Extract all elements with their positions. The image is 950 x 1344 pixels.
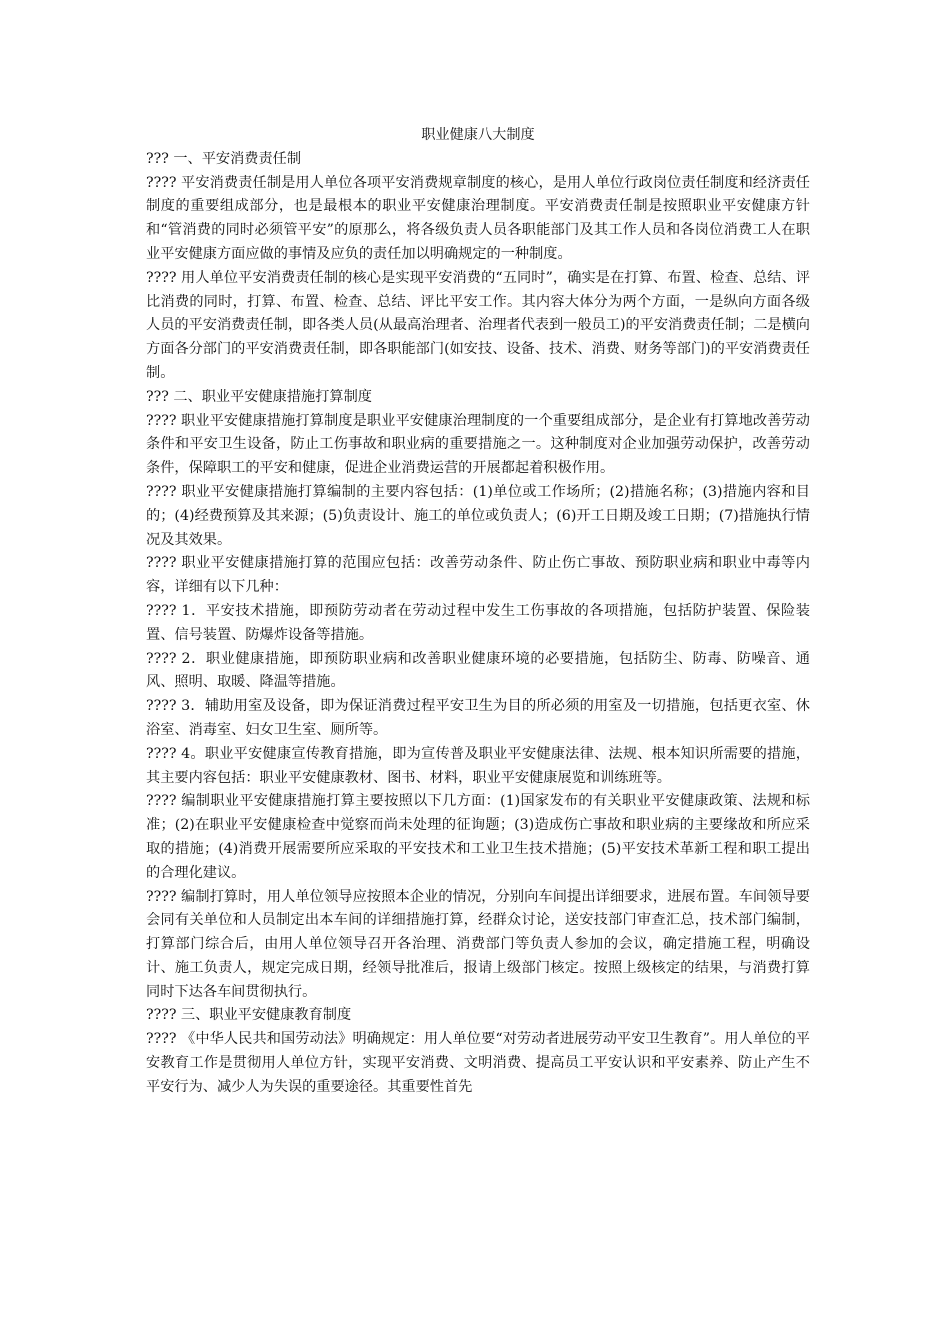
section-heading-3: ???? 三、职业平安健康教育制度 [146,1007,352,1024]
list-item: ???? 1．平安技术措施，即预防劳动者在劳动过程中发生工伤事故的各项措施，包括防护装置、保险装置、信号装置、防爆炸设备等措施。 [146,602,810,643]
paragraph: ???? 《中华人民共和国劳动法》明确规定：用人单位要“对劳动者进展劳动平安卫生教育”。用人单位的平安教育工作是贯彻用人单位方针，实现平安消费、文明消费、提高员工平安认识和平安素养、防止产生不平安行为、减少人为失误的重要途径。其重要性首先 [146,1031,810,1095]
section-heading-2: ??? 二、职业平安健康措施打算制度 [146,388,372,405]
list-item: ???? 4。职业平安健康宣传教育措施，即为宣传普及职业平安健康法律、法规、根本知识所需要的措施，其主要内容包括：职业平安健康教材、图书、材料，职业平安健康展览和训练班等。 [146,745,810,786]
section-heading-1: ??? 一、平安消费责任制 [146,150,302,167]
document-body [146,124,810,1100]
document-title: 职业健康八大制度 [421,127,535,143]
list-item: ???? 3．辅助用室及设备，即为保证消费过程平安卫生为目的所必须的用室及一切措施，包括更衣室、休浴室、消毒室、妇女卫生室、厕所等。 [146,698,810,738]
paragraph: ???? 用人单位平安消费责任制的核心是实现平安消费的“五同时”，确实是在打算、布置、检查、总结、评比消费的同时，打算、布置、检查、总结、评比平安工作。其内容大体分为两个方面，一是纵向方面各级人员的平安消费责任制，即各类人员(从最高治理者、治理者代表到一般员工)的平安消费责任制；二是横向方面各分部门的平安消费责任制，即各职能部门(如安技、设备、技术、消费、财务等部门)的平安消费责任制。 [146,269,810,381]
paragraph: ???? 编制打算时，用人单位领导应按照本企业的情况，分别向车间提出详细要求，进展布置。车间领导要会同有关单位和人员制定出本车间的详细措施打算，经群众讨论，送安技部门审查汇总，技术部门编制，打算部门综合后，由用人单位领导召开各治理、消费部门等负责人参加的会议，确定措施工程，明确设计、施工负责人，规定完成日期，经领导批准后，报请上级部门核定。按照上级核定的结果，与消费打算同时下达各车间贯彻执行。 [146,888,810,1000]
paragraph: ???? 编制职业平安健康措施打算主要按照以下几方面：(1)国家发布的有关职业平安健康政策、法规和标准；(2)在职业平安健康检查中觉察而尚未处理的征询题；(3)造成伤亡事故和职业病的主要缘故和所应采取的措施；(4)消费开展需要所应采取的平安技术和工业卫生技术措施；(5)平安技术革新工程和职工提出的合理化建议。 [146,793,810,881]
paragraph: ???? 职业平安健康措施打算的范围应包括：改善劳动条件、防止伤亡事故、预防职业病和职业中毒等内容，详细有以下几种： [146,555,810,596]
paragraph: ???? 平安消费责任制是用人单位各项平安消费规章制度的核心，是用人单位行政岗位责任制度和经济责任制度的重要组成部分，也是最根本的职业平安健康治理制度。平安消费责任制是按照职业平安健康方针和“管消费的同时必须管平安”的原那么，将各级负责人员各职能部门及其工作人员和各岗位消费工人在职业平安健康方面应做的事情及应负的责任加以明确规定的一种制度。 [146,174,810,262]
paragraph: ???? 职业平安健康措施打算编制的主要内容包括：(1)单位或工作场所；(2)措施名称；(3)措施内容和目的；(4)经费预算及其来源；(5)负责设计、施工的单位或负责人；(6)开工日期及竣工日期；(7)措施执行情况及其效果。 [146,483,810,548]
list-item: ???? 2．职业健康措施，即预防职业病和改善职业健康环境的必要措施，包括防尘、防毒、防噪音、通风、照明、取暖、降温等措施。 [146,650,810,691]
paragraph: ???? 职业平安健康措施打算制度是职业平安健康治理制度的一个重要组成部分，是企业有打算地改善劳动条件和平安卫生设备，防止工伤事故和职业病的重要措施之一。这种制度对企业加强劳动保护，改善劳动条件，保障职工的平安和健康，促进企业消费运营的开展都起着积极作用。 [146,412,810,477]
